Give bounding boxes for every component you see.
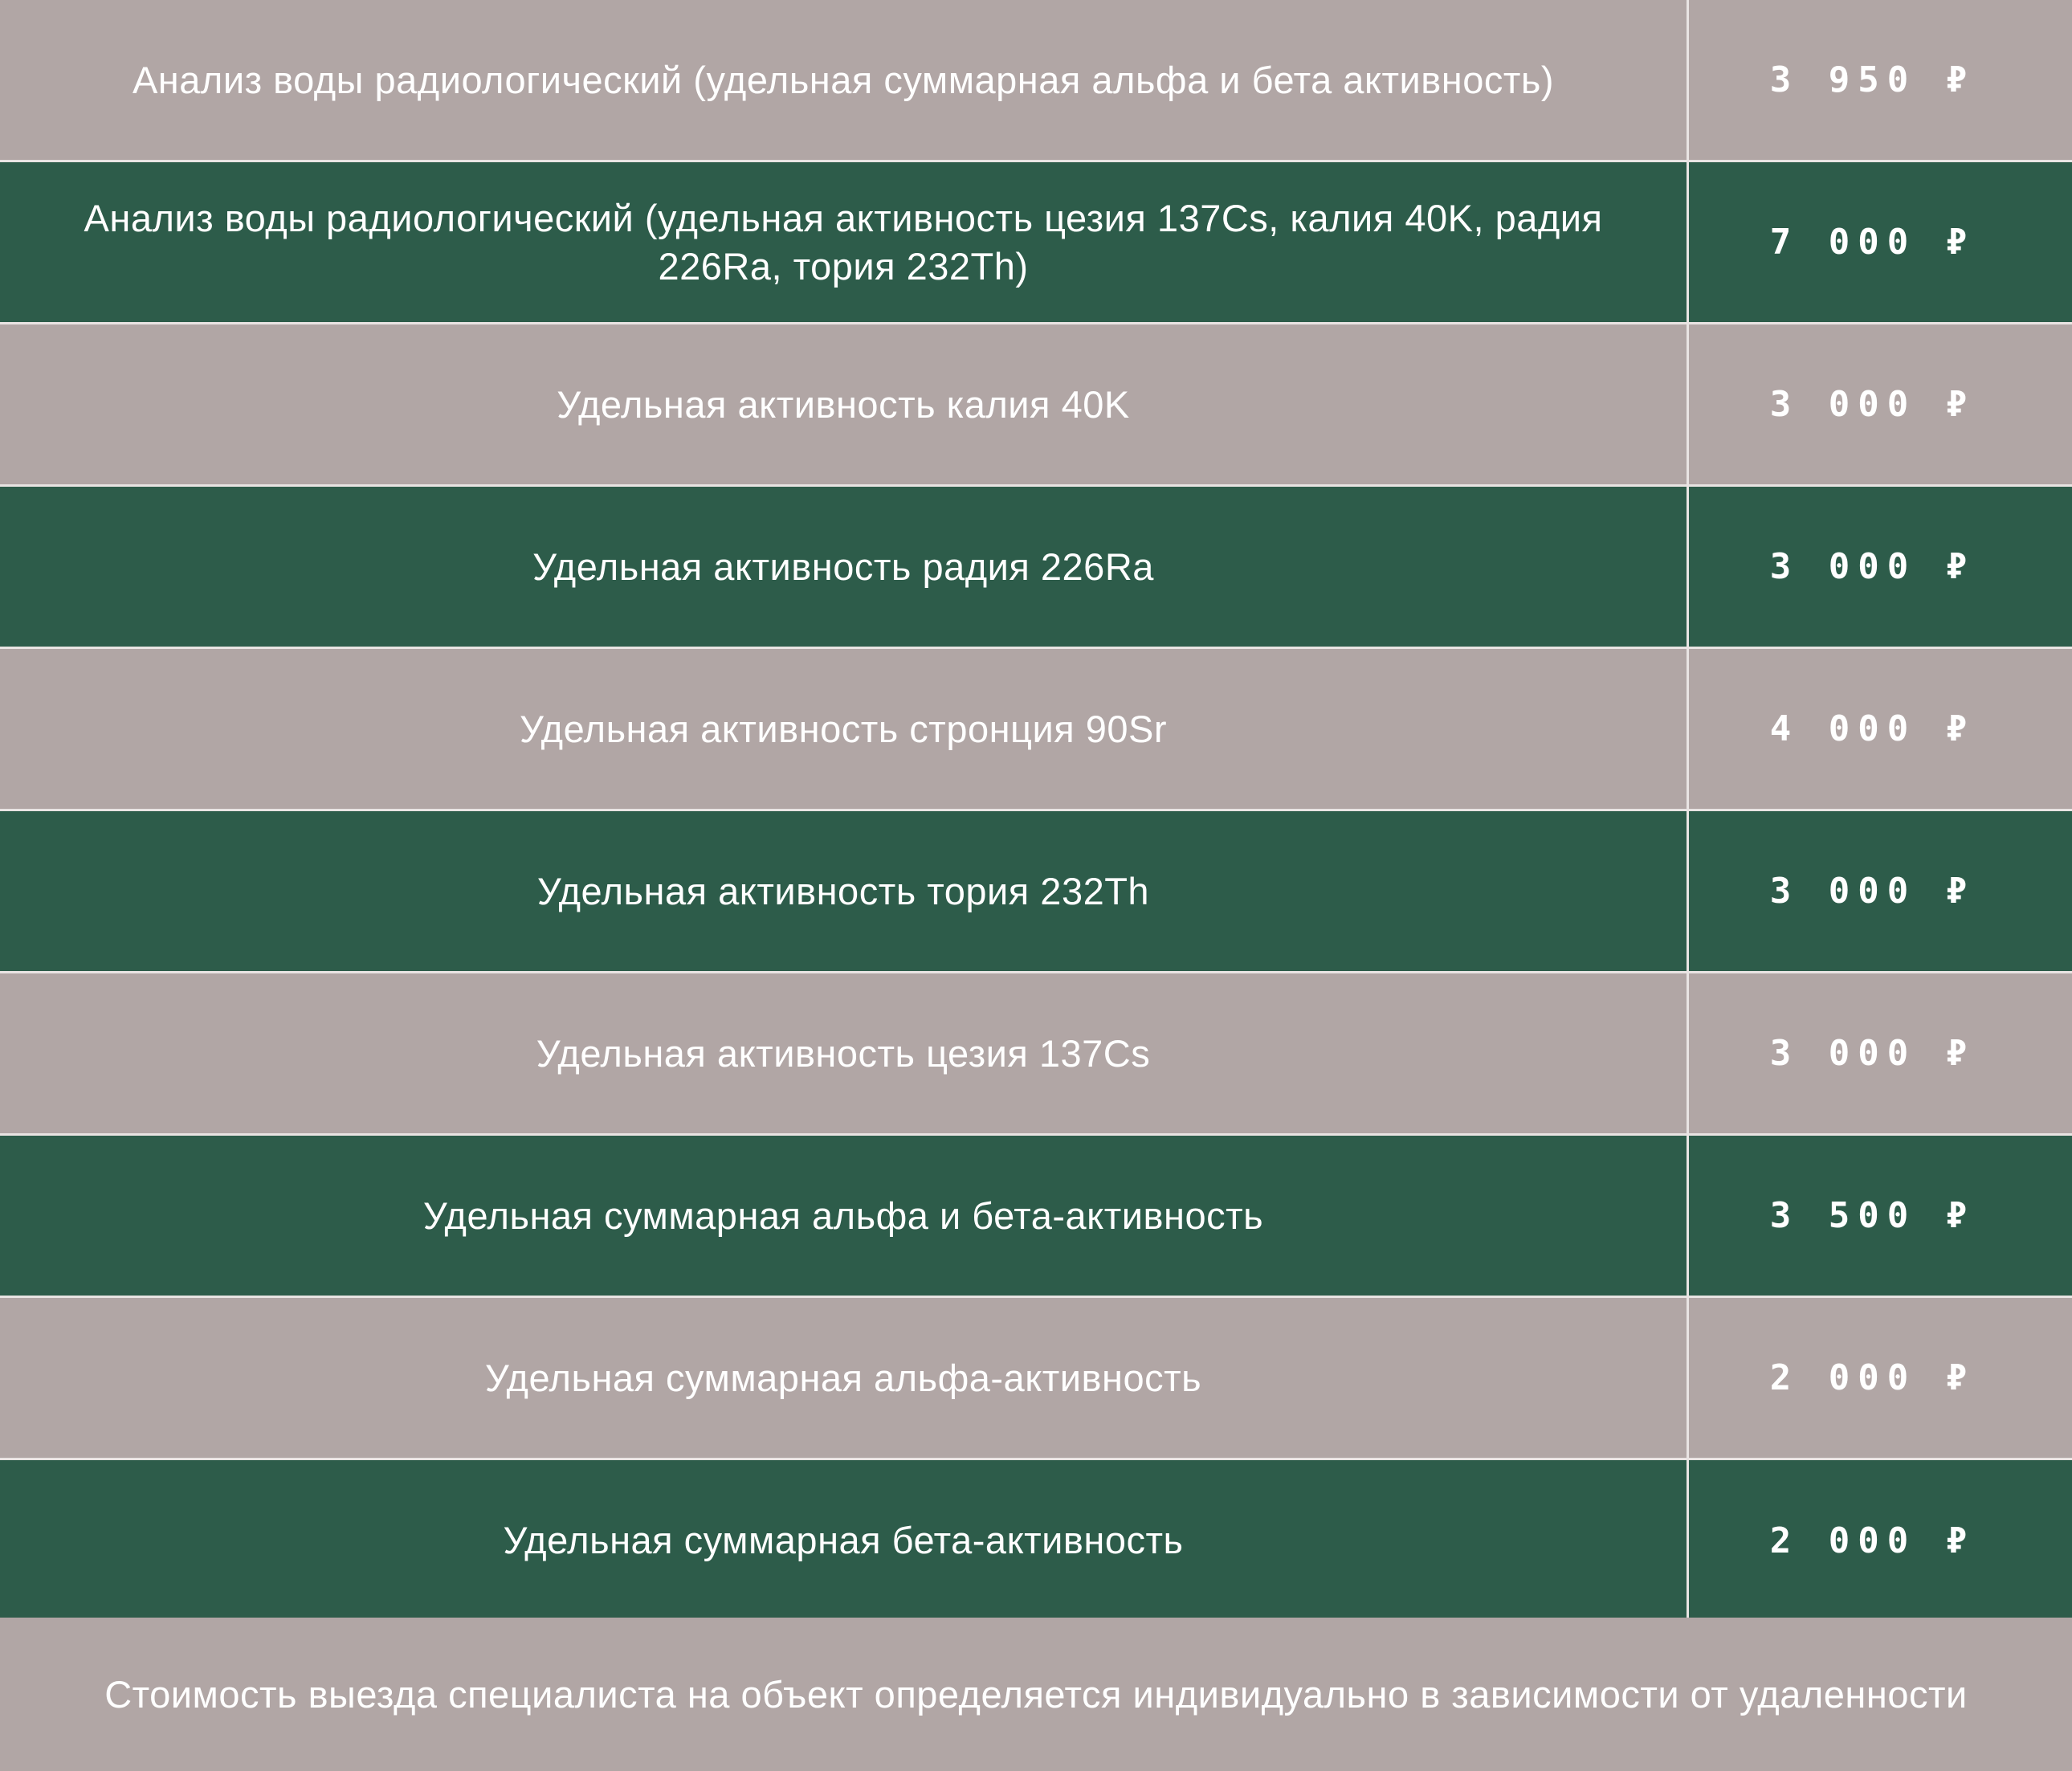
table-row [0,487,2072,649]
service-price: 7 000 ₽ [1769,222,1976,263]
table-row [0,324,2072,487]
service-name: Удельная суммарная альфа-активность [0,1298,1689,1458]
service-price: 2 000 ₽ [1769,1520,1976,1561]
service-price: 3 000 ₽ [1769,1033,1976,1074]
table-row [0,973,2072,1136]
service-name: Удельная суммарная бета-активность [0,1460,1689,1621]
footer-note: Стоимость выезда специалиста на объект определяется индивидуально в зависимости от удаленности [0,1618,2072,1771]
table-row [0,1136,2072,1298]
service-name: Удельная суммарная альфа и бета-активность [0,1136,1689,1296]
service-name: Анализ воды радиологический (удельная активность цезия 137Cs, калия 40K, радия 226Ra, тория 232Th) [0,162,1689,322]
service-name: Удельная активность цезия 137Cs [0,973,1689,1133]
service-price: 3 500 ₽ [1769,1195,1976,1236]
service-price: 3 950 ₽ [1769,59,1976,100]
table-row [0,0,2072,162]
service-name: Удельная активность тория 232Th [0,811,1689,971]
service-price: 3 000 ₽ [1769,871,1976,912]
service-name: Анализ воды радиологический (удельная суммарная альфа и бета активность) [0,0,1689,160]
service-price: 3 000 ₽ [1769,546,1976,587]
service-name: Удельная активность стронция 90Sr [0,649,1689,809]
service-price: 2 000 ₽ [1769,1357,1976,1398]
table-row [0,1298,2072,1460]
service-name: Удельная активность калия 40K [0,324,1689,484]
service-price: 4 000 ₽ [1769,708,1976,749]
table-row [0,162,2072,324]
service-name: Удельная активность радия 226Ra [0,487,1689,647]
table-row [0,1460,2072,1621]
table-row [0,811,2072,973]
service-price: 3 000 ₽ [1769,384,1976,425]
table-row [0,649,2072,811]
